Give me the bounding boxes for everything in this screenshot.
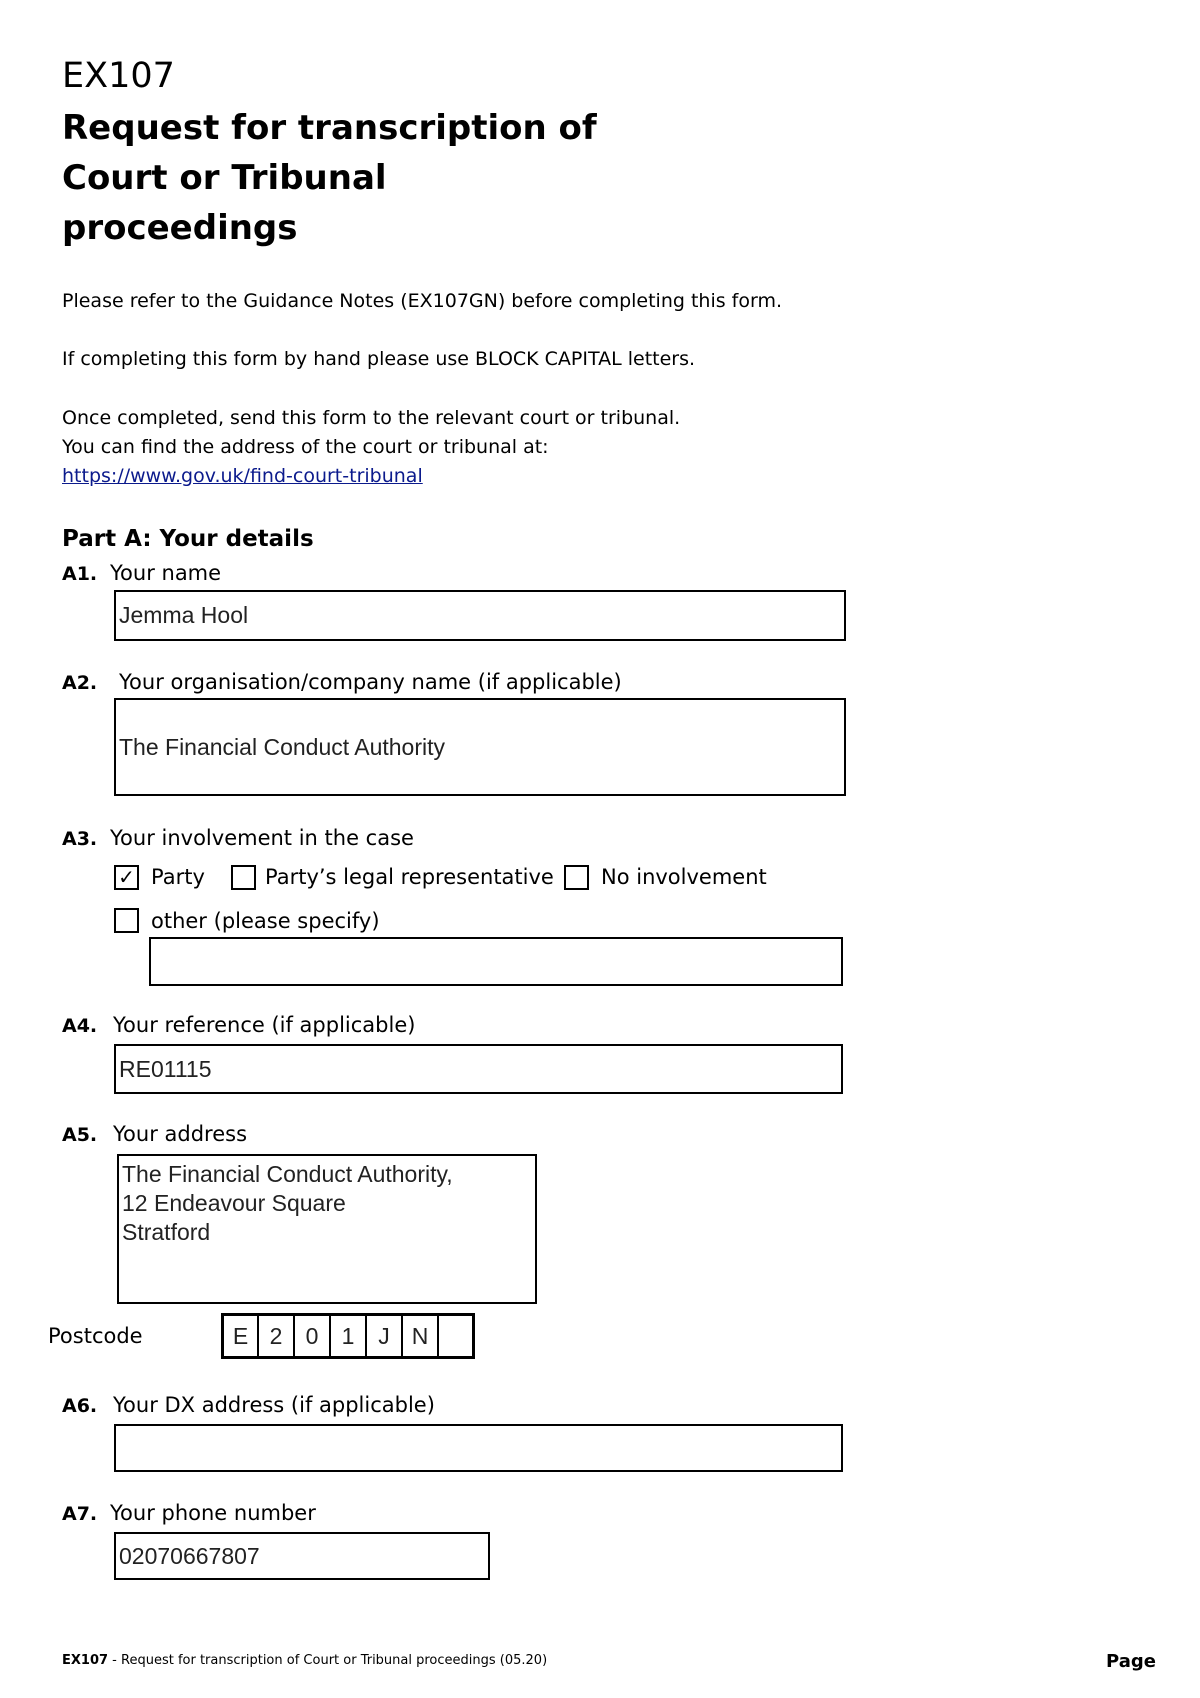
reference-field[interactable] [114, 1044, 843, 1094]
a5-number: A5. [62, 1124, 98, 1146]
address-instruction: You can find the address of the court or tribunal at: [62, 436, 549, 458]
a3-number: A3. [62, 828, 98, 850]
other-checkbox[interactable] [114, 908, 139, 933]
block-capitals-note: If completing this form by hand please use BLOCK CAPITAL letters. [62, 348, 696, 370]
postcode-char-box[interactable]: 0 [293, 1313, 331, 1359]
footer-form-code: EX107 [62, 1653, 109, 1668]
part-a-heading: Part A: Your details [62, 526, 314, 552]
phone-field[interactable] [114, 1532, 490, 1580]
phone-value: 02070667807 [119, 1542, 260, 1569]
address-line: 12 Endeavour Square [122, 1190, 346, 1216]
postcode-char-box[interactable]: 2 [257, 1313, 295, 1359]
organisation-field[interactable] [114, 698, 846, 796]
form-code: EX107 [62, 56, 175, 96]
address-line: The Financial Conduct Authority, [122, 1161, 453, 1187]
a1-label: Your name [110, 561, 222, 585]
address-field[interactable] [117, 1154, 537, 1304]
postcode-char-box[interactable]: J [365, 1313, 403, 1359]
a2-number: A2. [62, 672, 98, 694]
footer-page-label: Page [1106, 1651, 1156, 1672]
a5-label: Your address [113, 1122, 248, 1146]
postcode-char-box[interactable]: N [401, 1313, 439, 1359]
a2-label: Your organisation/company name (if applicable) [119, 670, 622, 694]
dx-address-field[interactable] [114, 1424, 843, 1472]
no-involvement-checkbox[interactable] [564, 865, 589, 890]
reference-value: RE01115 [119, 1055, 212, 1082]
footer-form-reference [62, 1652, 547, 1670]
check-mark-icon: ✓ [118, 865, 135, 889]
guidance-note: Please refer to the Guidance Notes (EX107GN) before completing this form. [62, 290, 783, 312]
name-field[interactable] [114, 590, 846, 641]
title-line: Court or Tribunal [62, 158, 387, 198]
a4-label: Your reference (if applicable) [113, 1013, 416, 1037]
a6-label: Your DX address (if applicable) [113, 1393, 435, 1417]
party-checkbox[interactable] [114, 865, 139, 890]
a7-number: A7. [62, 1503, 98, 1525]
legal-representative-checkbox[interactable] [231, 865, 256, 890]
page-title [62, 103, 622, 253]
postcode-field[interactable] [221, 1313, 475, 1359]
other-option-label: other (please specify) [151, 909, 380, 933]
organisation-value: The Financial Conduct Authority [119, 733, 446, 760]
postcode-char-box[interactable]: E [221, 1313, 259, 1359]
a3-label: Your involvement in the case [110, 826, 414, 850]
name-value: Jemma Hool [119, 602, 249, 628]
no-involvement-option-label: No involvement [601, 865, 767, 889]
address-line: Stratford [122, 1219, 211, 1245]
legal-representative-option-label: Party’s legal representative [265, 865, 554, 889]
a4-number: A4. [62, 1015, 98, 1037]
a6-number: A6. [62, 1395, 98, 1417]
title-line: Request for transcription of [62, 108, 597, 148]
postcode-char-box[interactable]: 1 [329, 1313, 367, 1359]
party-option-label: Party [151, 865, 205, 889]
a1-number: A1. [62, 563, 98, 585]
postcode-label: Postcode [48, 1324, 143, 1348]
postcode-char-box[interactable] [437, 1313, 475, 1359]
title-line: proceedings [62, 208, 298, 248]
send-instruction: Once completed, send this form to the relevant court or tribunal. [62, 407, 681, 429]
other-involvement-field[interactable] [149, 937, 843, 986]
footer-form-description: - Request for transcription of Court or Tribunal proceedings (05.20) [108, 1653, 548, 1668]
find-court-link[interactable]: https://www.gov.uk/find-court-tribunal [62, 465, 423, 487]
a7-label: Your phone number [110, 1501, 316, 1525]
